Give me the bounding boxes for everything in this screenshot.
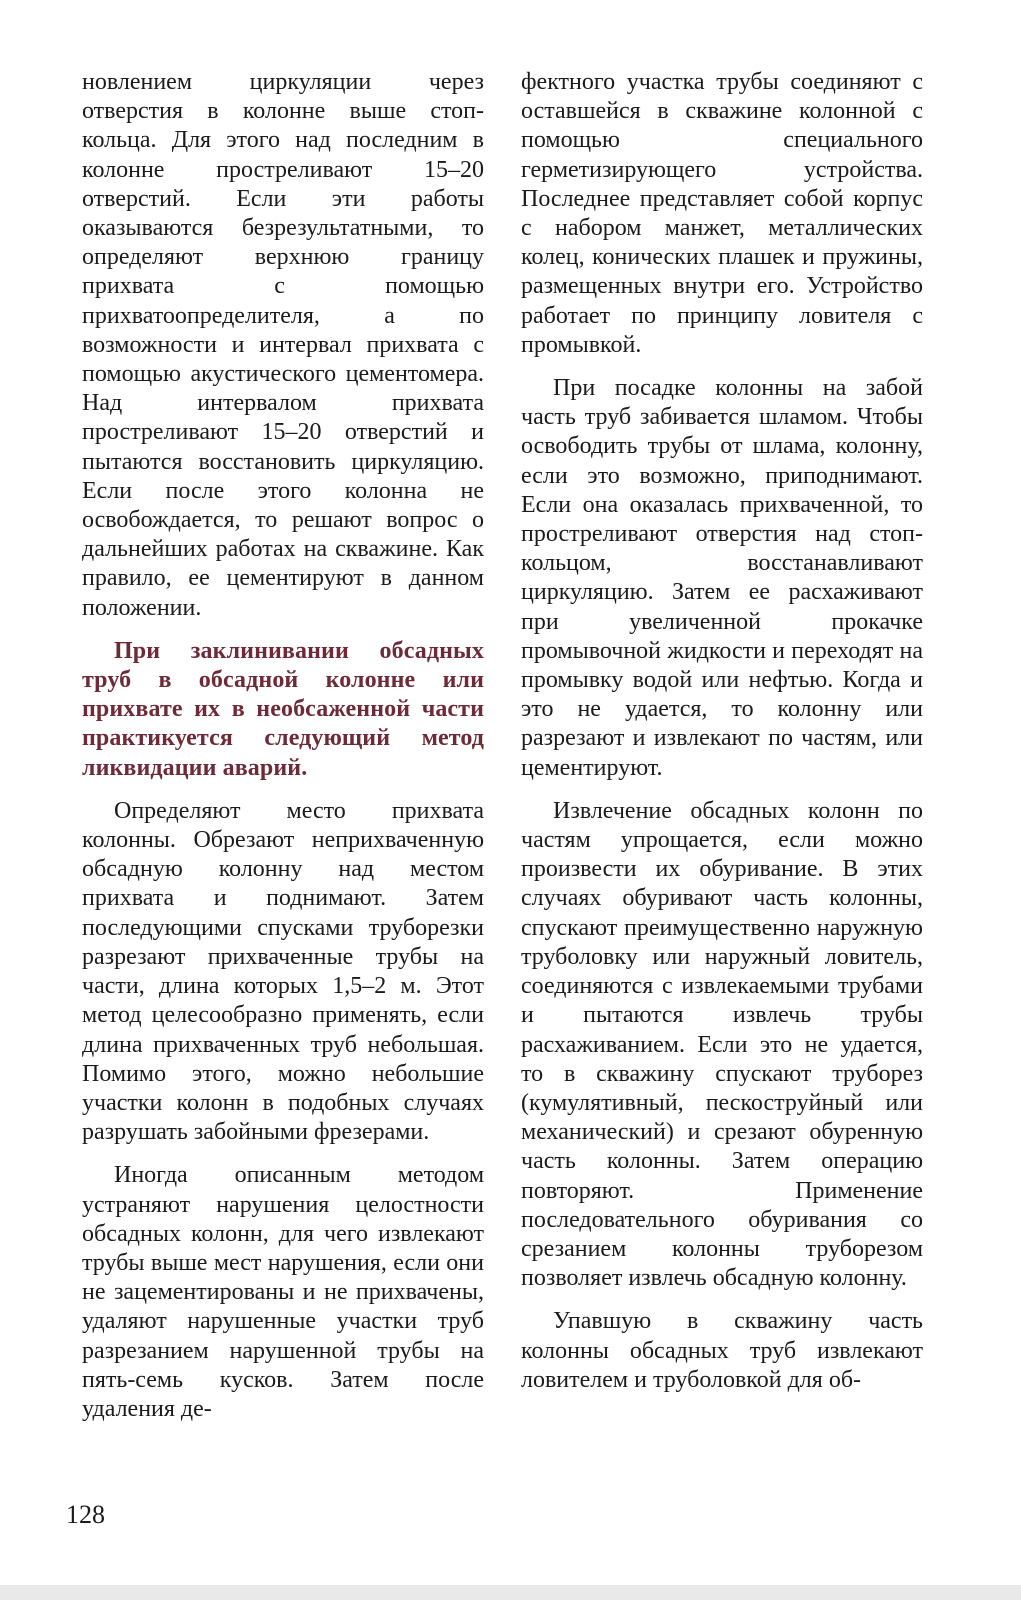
paragraph: новлением циркуляции через отверстия в колонне выше стоп-кольца. Для этого над последним в колонне простреливают 15–20 отверстий. Если эти работы оказываются безрезультатными, то определяют верхнюю границу прихвата с помощью прихватоопределителя, а по возможности и интервал прихвата с помощью акустического цементомера. Над интервалом прихвата простреливают 15–20 отверстий и пытаются восстановить циркуляцию. Если после этого колонна не освобождается, то решают вопрос о дальнейших работах на скважине. Как правило, ее цементируют в данном положении.	[82, 69, 484, 621]
scan-edge-strip	[0, 1585, 1021, 1600]
right-column	[521, 68, 923, 1409]
paragraph: При посадке колонны на забой часть труб забивается шламом. Чтобы освободить трубы от шлама, колонну, если это возможно, приподнимают. Если она оказалась прихваченной, то простреливают отверстия над стоп-кольцом, восстанавливают циркуляцию. Затем ее расхаживают при увеличенной прокачке промывочной жидкости и переходят на промывку водой или нефтью. Когда и это не удается, то колонну или разрезают и извлекают по частям, или цементируют.	[521, 375, 923, 781]
left-column	[82, 68, 484, 1438]
paragraph: Упавшую в скважину часть колонны обсадных труб извлекают ловителем и труболовкой для об-	[521, 1308, 923, 1393]
page-number: 128	[66, 1500, 105, 1529]
highlighted-paragraph: При заклинивании обсадных труб в обсадной колонне или прихвате их в необсаженной части практикуется следующий метод ликвидации аварий.	[82, 637, 484, 781]
paragraph: фектного участка трубы соединяют с оставшейся в скважине колонной с помощью специального герметизирующего устройства. Последнее представляет собой корпус с набором манжет, металлических колец, конических плашек и пружины, размещенных внутри его. Устройство работает по принципу ловителя с промывкой.	[521, 69, 923, 358]
paragraph: Извлечение обсадных колонн по частям упрощается, если можно произвести их обуривание. В этих случаях обуривают часть колонны, спускают преимущественно наружную труболовку или наружный ловитель, соединяются с извлекаемыми трубами и пытаются извлечь трубы расхаживанием. Если это не удается, то в скважину спускают труборез (кумулятивный, пескоструйный или механический) и срезают обуренную часть колонны. Затем операцию повторяют. Применение последовательного обуривания со срезанием колонны труборезом позволяет извлечь обсадную колонну.	[521, 797, 923, 1292]
paragraph: Определяют место прихвата колонны. Обрезают неприхваченную обсадную колонну над местом прихвата и поднимают. Затем последующими спусками труборезки разрезают прихваченные трубы на части, длина которых 1,5–2 м. Этот метод целесообразно применять, если длина прихваченных труб небольшая. Помимо этого, можно небольшие участки колонн в подобных случаях разрушать забойными фрезерами.	[82, 797, 484, 1146]
paragraph: Иногда описанным методом устраняют нарушения целостности обсадных колонн, для чего извлекают трубы выше мест нарушения, если они не зацементированы и не прихвачены, удаляют нарушенные участки труб разрезанием нарушенной трубы на пять-семь кусков. Затем после удаления де-	[82, 1162, 484, 1422]
